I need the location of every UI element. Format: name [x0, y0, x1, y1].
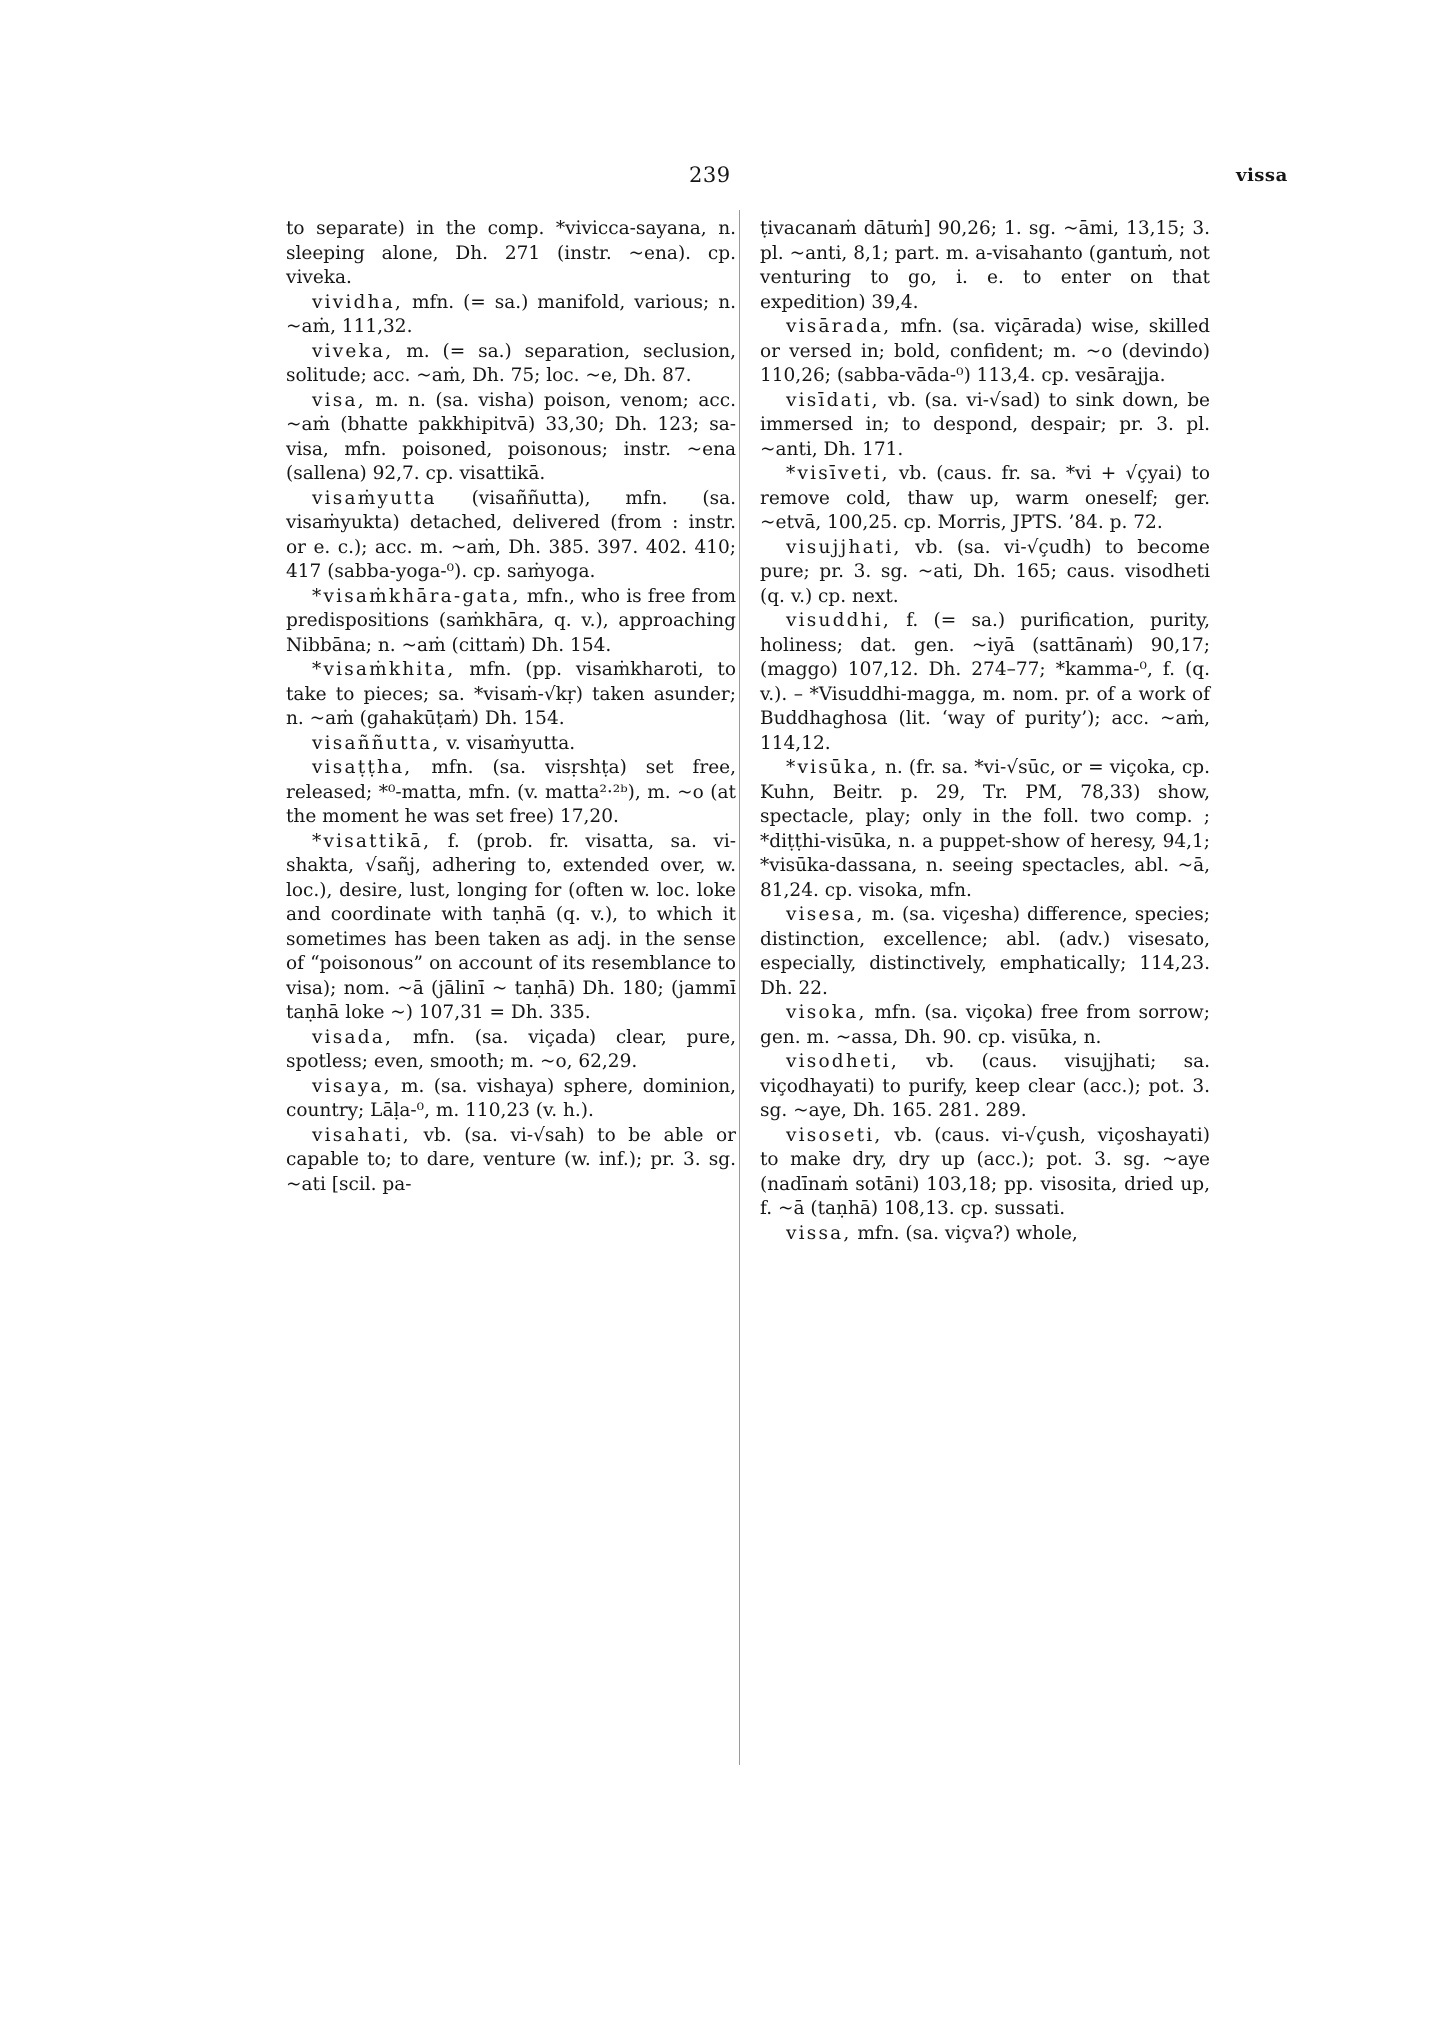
entry-text: vb. (caus. visujjhati; sa. viçodhayati) to purify, keep clear (acc.); pot. 3. sg. ~aye, Dh. 165. 281. 289. — [760, 1051, 1210, 1121]
entry-headword: visujjhati, — [786, 536, 902, 558]
entry-text: m. (sa. viçesha) difference, species; distinction, excellence; abl. (adv.) visesato, especially, distinctively, emphatically; 114,23. Dh. 22. — [760, 904, 1210, 999]
dictionary-entry — [760, 462, 1210, 536]
entry-headword: vissa, — [786, 1222, 852, 1244]
dictionary-entry — [760, 536, 1210, 610]
dictionary-entry — [760, 1222, 1210, 1247]
dictionary-entry — [760, 1001, 1210, 1050]
entry-text: to separate) in the comp. *vivicca-sayana, n. sleeping alone, Dh. 271 (instr. ~ena). cp. viveka. — [286, 218, 736, 288]
entry-text: vb. (sa. vi-√çudh) to become pure; pr. 3. sg. ~ati, Dh. 165; caus. visodheti (q. v.) cp. next. — [760, 536, 1210, 607]
entry-headword: visaya, — [312, 1075, 392, 1097]
entry-headword: *visaṁkhāra-gata, — [312, 585, 521, 607]
dictionary-entry — [286, 732, 736, 757]
dictionary-entry — [286, 487, 736, 585]
entry-text: m. (sa. vishaya) sphere, dominion, country; Lāḷa-⁰, m. 110,23 (v. h.). — [286, 1075, 736, 1121]
entry-text: mfn. (pp. visaṁkharoti, to take to pieces; sa. *visaṁ-√kṛ) taken asunder; n. ~aṁ (gahakūṭaṁ) Dh. 154. — [286, 659, 736, 729]
entry-headword: visoseti, — [786, 1124, 883, 1146]
entry-text: ṭivacanaṁ dātuṁ] 90,26; 1. sg. ~āmi, 13,15; 3. pl. ~anti, 8,1; part. m. a-visahanto (gantuṁ, not venturing to go, i. e. to enter on that expedition) 39,4. — [760, 218, 1210, 313]
entry-headword: visesa, — [786, 904, 865, 925]
entry-text: mfn. (sa. viçoka) free from sorrow; gen. m. ~assa, Dh. 90. cp. visūka, n. — [760, 1002, 1210, 1048]
dictionary-entry — [760, 1050, 1210, 1124]
dictionary-entry — [286, 217, 736, 291]
left-column — [286, 217, 736, 1197]
entry-headword: *visaṁkhita, — [312, 659, 456, 680]
entry-text: vb. (caus. vi-√çush, viçoshayati) to make dry, dry up (acc.); pot. 3. sg. ~aye (nadīnaṁ sotāni) 103,18; pp. visosita, dried up, f. ~ā (taṇhā) 108,13. cp. sussati. — [760, 1124, 1210, 1219]
entry-headword: vividha, — [312, 291, 404, 313]
dictionary-entry — [286, 340, 736, 389]
dictionary-entry — [286, 830, 736, 1026]
entry-text: f. (= sa.) purification, purity, holiness; dat. gen. ~iyā (sattānaṁ) 90,17; (maggo) 107,12. Dh. 274–77; *kamma-⁰, f. (q. v.). – *Visuddhi-magga, m. nom. pr. of a work of Buddhaghosa (lit. ‘way of purity’); acc. ~aṁ, 114,12. — [760, 610, 1210, 754]
dictionary-entry — [760, 389, 1210, 463]
entry-text: mfn., who is free from predispositions (saṁkhāra, q. v.), approaching Nibbāna; n. ~aṁ (cittaṁ) Dh. 154. — [286, 585, 736, 656]
dictionary-entry — [760, 315, 1210, 389]
entry-headword: visa, — [312, 389, 366, 411]
dictionary-entry — [286, 585, 736, 659]
dictionary-entry — [286, 1026, 736, 1075]
entry-text: mfn. (sa. viçārada) wise, skilled or versed in; bold, confident; m. ~o (devindo) 110,26; (sabba-vāda-⁰) 113,4. cp. vesārajja. — [760, 316, 1210, 386]
entry-headword: visuddhi, — [786, 610, 891, 631]
dictionary-entry — [760, 756, 1210, 903]
entry-text: n. (fr. sa. *vi-√sūc, or = viçoka, cp. Kuhn, Beitr. p. 29, Tr. PM, 78,33) show, spectacle, play; only in the foll. two comp. ; *diṭṭhi-visūka, n. a puppet-show of heresy, 94,1; *visūka-dassana, n. seeing spectacles, abl. ~ā, 81,24. cp. visoka, mfn. — [760, 757, 1210, 901]
entry-headword: visaññutta, — [312, 732, 441, 754]
entry-headword: visīdati, — [786, 389, 880, 411]
entry-text: mfn. (sa. viçada) clear, pure, spotless; even, smooth; m. ~o, 62,29. — [286, 1026, 736, 1072]
entry-text: vb. (sa. vi-√sah) to be able or capable to; to dare, venture (w. inf.); pr. 3. sg. ~ati [scil. pa- — [286, 1124, 736, 1195]
dictionary-entry — [286, 1124, 736, 1198]
dictionary-entry — [760, 609, 1210, 756]
dictionary-entry — [760, 1124, 1210, 1222]
dictionary-entry — [760, 217, 1210, 315]
entry-headword: visada, — [312, 1026, 394, 1048]
entry-headword: visārada, — [786, 316, 892, 337]
entry-text: mfn. (= sa.) manifold, various; n. ~aṁ, 111,32. — [286, 291, 736, 337]
entry-text: v. visaṁyutta. — [446, 732, 576, 754]
entry-text: m. (= sa.) separation, seclusion, solitude; acc. ~aṁ, Dh. 75; loc. ~e, Dh. 87. — [286, 340, 736, 386]
entry-text: (visaññutta), mfn. (sa. visaṁyukta) detached, delivered (from : instr. or e. c.); acc. m. ~aṁ, Dh. 385. 397. 402. 410; 417 (sabba-yoga-⁰). cp. saṁyoga. — [286, 487, 737, 582]
page-number: 239 — [689, 163, 731, 187]
dictionary-entry — [286, 389, 736, 487]
entry-text: mfn. (sa. viçva?) whole, — [857, 1222, 1078, 1244]
entry-headword: visoka, — [786, 1002, 867, 1023]
dictionary-entry — [286, 1075, 736, 1124]
entry-headword: *visīveti, — [786, 463, 890, 484]
entry-headword: visahati, — [312, 1124, 411, 1146]
running-head: vissa — [1236, 165, 1288, 186]
entry-headword: visodheti, — [786, 1051, 899, 1072]
entry-text: vb. (caus. fr. sa. *vi + √çyai) to remove cold, thaw up, warm oneself; ger. ~etvā, 100,25. cp. Morris, JPTS. ’84. p. 72. — [760, 463, 1210, 533]
entry-headword: *visūka, — [786, 757, 879, 778]
dictionary-entry — [286, 756, 736, 830]
dictionary-entry — [286, 291, 736, 340]
entry-text: f. (prob. fr. visatta, sa. vi-shakta, √sañj, adhering to, extended over, w. loc.), desire, lust, longing for (often w. loc. loke and coordinate with taṇhā (q. v.), to which it sometimes has been taken as adj. in the sense of “poisonous” on account of its resemblance to visa); nom. ~ā (jālinī ~ taṇhā) Dh. 180; (jammī taṇhā loke ~) 107,31 = Dh. 335. — [286, 830, 736, 1023]
entry-headword: viveka, — [312, 340, 394, 362]
entry-headword: *visattikā, — [312, 830, 432, 852]
entry-headword: visaṁyutta — [312, 487, 437, 509]
entry-text: m. n. (sa. visha) poison, venom; acc. ~aṁ (bhatte pakkhipitvā) 33,30; Dh. 123; sa-visa, mfn. poisoned, poisonous; instr. ~ena (sallena) 92,7. cp. visattikā. — [286, 389, 736, 484]
entry-headword: visaṭṭha, — [312, 757, 413, 778]
column-divider — [739, 210, 740, 1765]
entry-text: mfn. (sa. visṛshṭa) set free, released; *⁰-matta, mfn. (v. matta²·²ᵇ), m. ~o (at the moment he was set free) 17,20. — [286, 757, 736, 827]
dictionary-entry — [760, 903, 1210, 1001]
right-column — [760, 217, 1210, 1246]
entry-text: vb. (sa. vi-√sad) to sink down, be immersed in; to despond, despair; pr. 3. pl. ~anti, Dh. 171. — [760, 389, 1210, 460]
dictionary-entry — [286, 658, 736, 732]
